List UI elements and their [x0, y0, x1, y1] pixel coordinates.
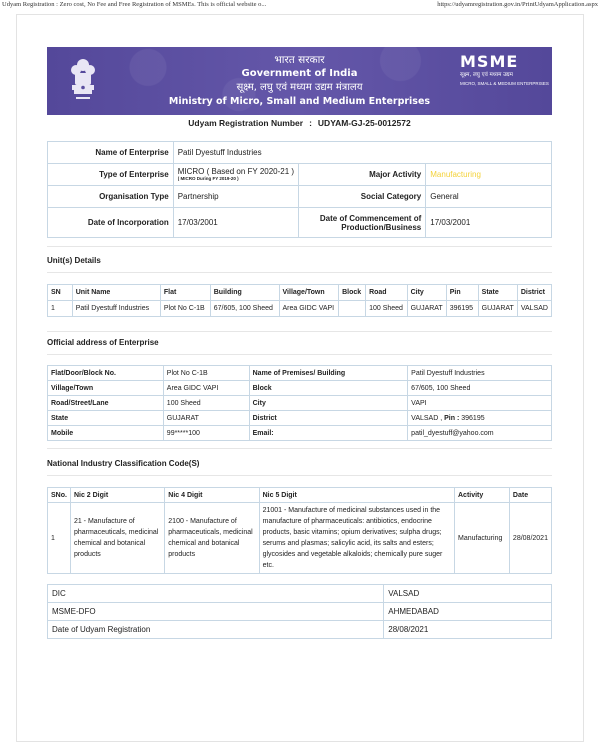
village-value: Area GIDC VAPI	[163, 381, 249, 396]
divider	[47, 475, 552, 476]
registration-number: UDYAM-GJ-25-0012572	[317, 118, 411, 128]
units-column-header: Village/Town	[279, 285, 339, 301]
commencement-date: 17/03/2001	[426, 208, 552, 238]
units-column-header: City	[407, 285, 446, 301]
msme-dfo-value: AHMEDABAD	[384, 603, 552, 621]
ministry-banner	[47, 47, 552, 115]
nic-column-header: Nic 5 Digit	[259, 488, 454, 503]
units-cell: GUJARAT	[407, 301, 446, 317]
state-label: State	[48, 411, 164, 426]
major-activity-label: Major Activity	[299, 164, 426, 186]
nic-column-header: Date	[509, 488, 551, 503]
units-cell: GUJARAT	[478, 301, 517, 317]
units-cell: 67/605, 100 Sheed	[210, 301, 279, 317]
print-header	[0, 0, 600, 10]
table-row	[48, 603, 552, 621]
mobile-label: Mobile	[48, 426, 164, 441]
social-category: General	[426, 186, 552, 208]
table-row	[48, 396, 552, 411]
msme-logo-english: MICRO, SMALL & MEDIUM ENTERPRISES	[460, 81, 549, 86]
table-row	[48, 208, 552, 238]
units-column-header: Block	[339, 285, 366, 301]
incorporation-date-label: Date of Incorporation	[48, 208, 174, 238]
table-row	[48, 381, 552, 396]
commencement-date-label: Date of Commencement of Production/Business	[299, 208, 426, 238]
units-section-title: Unit(s) Details	[47, 256, 101, 265]
table-row	[48, 585, 552, 603]
organisation-type-label: Organisation Type	[48, 186, 174, 208]
enterprise-name-label: Name of Enterprise	[48, 142, 174, 164]
msme-dfo-label: MSME-DFO	[48, 603, 384, 621]
table-row	[48, 186, 552, 208]
divider	[47, 448, 552, 449]
nic-section-title: National Industry Classification Code(S)	[47, 459, 200, 468]
organisation-type: Partnership	[173, 186, 299, 208]
print-page-title: Udyam Registration : Zero cost, No Fee and Free Registration of MSMEs. This is official website o...	[2, 1, 267, 8]
incorporation-date: 17/03/2001	[173, 208, 299, 238]
nic-header-row	[48, 488, 552, 503]
nic-nic5-cell: 21001 - Manufacture of medicinal substances used in the manufacture of pharmaceuticals: antibiotics, endocrine products, basic vitamins; opium derivatives; sulpha drugs; serums and plasmas; salicylic acid, its salts and esters; glycosides and vegetable alkaloids; chemically pure suger etc.	[259, 503, 454, 574]
nic-date-cell: 28/08/2021	[509, 503, 551, 574]
district-value: VALSAD ,	[411, 414, 445, 422]
table-row	[48, 301, 552, 317]
units-cell	[339, 301, 366, 317]
units-cell: 1	[48, 301, 73, 317]
units-column-header: Road	[366, 285, 407, 301]
block-value: 67/605, 100 Sheed	[408, 381, 552, 396]
table-row	[48, 411, 552, 426]
table-row	[48, 503, 552, 574]
table-row	[48, 142, 552, 164]
dic-value: VALSAD	[384, 585, 552, 603]
units-column-header: Pin	[446, 285, 478, 301]
registration-date-value: 28/08/2021	[384, 621, 552, 639]
units-column-header: District	[517, 285, 551, 301]
mobile-value: 99*****100	[163, 426, 249, 441]
registration-number-label: Udyam Registration Number	[188, 118, 304, 128]
nic-activity-cell: Manufacturing	[455, 503, 510, 574]
units-cell: 396195	[446, 301, 478, 317]
divider	[47, 246, 552, 247]
road-value: 100 Sheed	[163, 396, 249, 411]
registration-separator: :	[309, 118, 312, 128]
registration-date-label: Date of Udyam Registration	[48, 621, 384, 639]
nic-column-header: Nic 2 Digit	[70, 488, 164, 503]
address-section-title: Official address of Enterprise	[47, 338, 159, 347]
table-row	[48, 164, 552, 186]
divider	[47, 354, 552, 355]
banner-ministry: Ministry of Micro, Small and Medium Enterprises	[168, 96, 431, 107]
units-cell: 100 Sheed	[366, 301, 407, 317]
district-label: District	[249, 411, 408, 426]
enterprise-type-note: ( MICRO During FY 2019-20 )	[177, 176, 239, 181]
enterprise-type-cell	[173, 164, 299, 186]
email-value: patil_dyestuff@yahoo.com	[408, 426, 552, 441]
nic-sno-cell: 1	[48, 503, 71, 574]
premises-value: Patil Dyestuff Industries	[408, 366, 552, 381]
divider	[47, 272, 552, 273]
flat-label: Flat/Door/Block No.	[48, 366, 164, 381]
premises-label: Name of Premises/ Building	[249, 366, 408, 381]
district-pin-cell: VALSAD , Pin : 396195	[408, 411, 552, 426]
email-label: Email:	[249, 426, 408, 441]
msme-logo-hindi: सूक्ष्म, लघु एवं मध्यम उद्यम	[460, 72, 513, 78]
units-column-header: Unit Name	[72, 285, 160, 301]
units-column-header: Flat	[160, 285, 210, 301]
units-table	[47, 284, 552, 317]
major-activity: Manufacturing	[426, 164, 552, 186]
units-column-header: Building	[210, 285, 279, 301]
divider	[47, 331, 552, 332]
enterprise-type: MICRO ( Based on FY 2020-21 )	[177, 167, 295, 176]
flat-value: Plot No C-1B	[163, 366, 249, 381]
registration-footer-table	[47, 584, 552, 639]
dic-label: DIC	[48, 585, 384, 603]
msme-logo-word: MSME	[460, 52, 519, 71]
block-label: Block	[249, 381, 408, 396]
units-column-header: SN	[48, 285, 73, 301]
units-cell: Plot No C-1B	[160, 301, 210, 317]
city-value: VAPI	[408, 396, 552, 411]
nic-column-header: SNo.	[48, 488, 71, 503]
enterprise-name: Patil Dyestuff Industries	[173, 142, 551, 164]
social-category-label: Social Category	[299, 186, 426, 208]
official-address-table	[47, 365, 552, 441]
registration-number-line	[47, 117, 552, 129]
banner-goi: Government of India	[241, 68, 358, 79]
banner-hindi-goi: भारत सरकार	[274, 54, 325, 66]
enterprise-type-label: Type of Enterprise	[48, 164, 174, 186]
table-row	[48, 366, 552, 381]
nic-table	[47, 487, 552, 574]
units-cell: Area GIDC VAPI	[279, 301, 339, 317]
banner-hindi-ministry: सूक्ष्म, लघु एवं मध्यम उद्यम मंत्रालय	[236, 82, 363, 93]
nic-column-header: Nic 4 Digit	[165, 488, 259, 503]
units-column-header: State	[478, 285, 517, 301]
village-label: Village/Town	[48, 381, 164, 396]
road-label: Road/Street/Lane	[48, 396, 164, 411]
nic-nic4-cell: 2100 - Manufacture of pharmaceuticals, medicinal chemical and botanical products	[165, 503, 259, 574]
pin-label: Pin	[444, 414, 456, 422]
nic-nic2-cell: 21 - Manufacture of pharmaceuticals, medicinal chemical and botanical products	[70, 503, 164, 574]
nic-column-header: Activity	[455, 488, 510, 503]
pin-value: 396195	[461, 414, 485, 422]
units-header-row	[48, 285, 552, 301]
units-cell: VALSAD	[517, 301, 551, 317]
print-page-url: https://udyamregistration.gov.in/PrintUdyamApplication.aspx	[437, 1, 598, 8]
units-cell: Patil Dyestuff Industries	[72, 301, 160, 317]
table-row	[48, 426, 552, 441]
city-label: City	[249, 396, 408, 411]
enterprise-details-table	[47, 141, 552, 238]
msme-logo	[460, 52, 549, 105]
state-value: GUJARAT	[163, 411, 249, 426]
table-row	[48, 621, 552, 639]
